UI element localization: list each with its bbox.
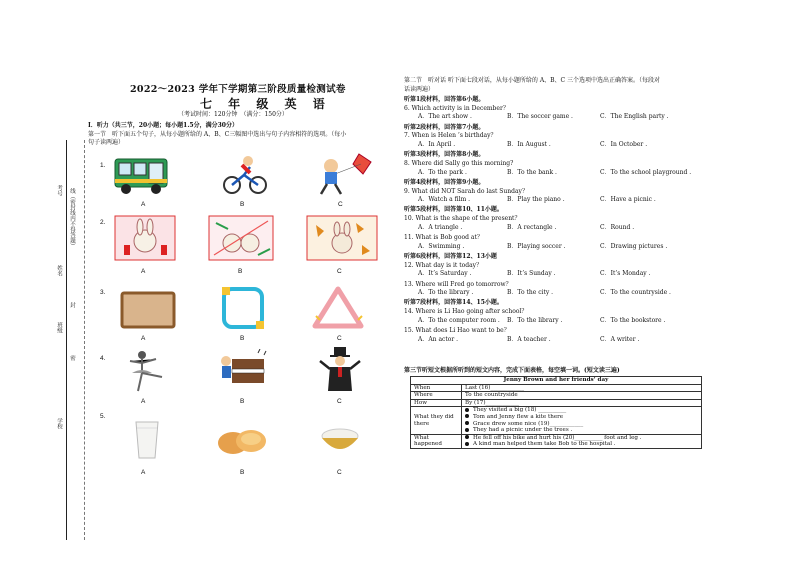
name-label: 姓名 bbox=[56, 265, 62, 276]
option-a: A．In April . bbox=[418, 141, 456, 148]
seal-line bbox=[84, 140, 85, 540]
option-label: B bbox=[240, 335, 245, 342]
option-label: C bbox=[337, 469, 342, 476]
question-text: 13. Where will Fred go tomorrow？ bbox=[404, 280, 512, 288]
listening-cue: 听第3段材料，回答第8小题。 bbox=[404, 151, 485, 159]
subject-title: 七 年 级 英 语 bbox=[200, 97, 331, 111]
list-item: They had a picnic under the trees . bbox=[473, 427, 573, 434]
piano-player-image bbox=[218, 349, 268, 389]
option-label: C bbox=[337, 268, 342, 275]
row-label: Where bbox=[411, 392, 462, 400]
bullet-icon bbox=[465, 442, 469, 446]
option-label: A bbox=[141, 201, 146, 208]
question-number: 2. bbox=[100, 219, 106, 226]
option-c: C．To the school playground . bbox=[600, 168, 692, 176]
question-text: 8. Where did Sally go this morning? bbox=[404, 159, 514, 167]
list-item: He fell off his bike and hurt his (20)__________ foot and leg . bbox=[473, 434, 642, 441]
option-a: A．To the library . bbox=[418, 289, 474, 297]
triangle-frame-image bbox=[312, 286, 364, 330]
option-a: A．A triangle . bbox=[418, 223, 463, 231]
question-text: 7. When is Helen ’s birthday？ bbox=[404, 132, 497, 140]
section1-instructions-2: 句子读两遍） bbox=[88, 139, 125, 146]
school-label: 学校 bbox=[56, 418, 62, 429]
bullet-icon bbox=[465, 414, 469, 418]
option-label: A bbox=[141, 469, 146, 476]
listening-cue: 听第5段材料，回答第10、11小题。 bbox=[404, 206, 503, 214]
feng-label: 封 bbox=[69, 302, 75, 308]
option-c: C．To the countryside . bbox=[600, 289, 671, 297]
table-row bbox=[411, 392, 702, 400]
option-a: A．The art show . bbox=[418, 113, 472, 121]
table-row bbox=[411, 407, 702, 434]
option-b: B．To the city . bbox=[507, 289, 554, 297]
row-value: Last (16)____________ bbox=[462, 384, 702, 392]
option-label: C bbox=[338, 201, 343, 208]
bus-image bbox=[114, 157, 170, 195]
question-text: 10. What is the shape of the present？ bbox=[404, 215, 521, 223]
row-label: What happened bbox=[411, 434, 462, 448]
question-number: 3. bbox=[100, 289, 106, 296]
square-frame-image bbox=[221, 286, 265, 330]
question-text: 15. What does Li Hao want to be？ bbox=[404, 327, 510, 334]
row-value: By (17)____________ bbox=[462, 399, 702, 407]
option-b: B．Play the piano . bbox=[507, 196, 565, 204]
mi-label: 密 bbox=[69, 355, 75, 361]
calendar-autumn-image bbox=[306, 215, 378, 261]
listening-cue: 听第1段材料，回答第6小题。 bbox=[404, 96, 485, 103]
option-label: A bbox=[141, 268, 146, 275]
option-a: A．To the park . bbox=[418, 168, 467, 176]
binding-line bbox=[66, 140, 67, 540]
question-number: 4. bbox=[100, 355, 106, 362]
section1-instructions: 第一节 听下面五个句子，从每小题所给的 A、B、C三幅图中选出与句子内容相符的选项。（每小 bbox=[88, 131, 347, 138]
option-c: C．The English party . bbox=[600, 113, 669, 121]
option-c: C．Drawing pictures . bbox=[600, 242, 668, 250]
list-item: They visited a big (18) __________ bbox=[473, 407, 567, 414]
option-label: C bbox=[337, 335, 342, 342]
option-c: C．To the bookstore . bbox=[600, 316, 666, 324]
option-c: C．It’s Monday . bbox=[600, 270, 651, 278]
listening-cue: 听第2段材料，回答第7小题。 bbox=[404, 123, 485, 131]
table-title: Jenny Brown and her friends’ day bbox=[411, 377, 702, 385]
question-text: 11. What is Bob good at？ bbox=[404, 234, 483, 241]
section2-instructions-2: 话读两遍） bbox=[404, 86, 435, 93]
question-number: 1. bbox=[100, 162, 106, 169]
option-label: C bbox=[337, 398, 342, 405]
option-c: C．A writer . bbox=[600, 335, 640, 343]
table-row bbox=[411, 399, 702, 407]
bullet-icon bbox=[465, 421, 469, 425]
option-b: B．The soccer game . bbox=[507, 113, 573, 121]
listening-cue: 听第4段材料，回答第9小题。 bbox=[404, 178, 485, 186]
question-text: 6. Which activity is in December？ bbox=[404, 104, 509, 112]
seal-text: 线（密封线内不得答题） bbox=[69, 188, 75, 249]
question-text: 14. Where is Li Hao going after school？ bbox=[404, 308, 528, 316]
option-label: A bbox=[141, 398, 146, 405]
question-text: 9. What did NOT Sarah do last Sunday？ bbox=[404, 187, 528, 195]
row-label: When bbox=[411, 384, 462, 392]
option-a: A．It’s Saturday . bbox=[418, 270, 472, 278]
exam-info: （考试时间：120分钟 （满分：150分） bbox=[178, 111, 288, 118]
option-a: A．An actor . bbox=[418, 335, 459, 343]
option-b: B．In August . bbox=[507, 141, 551, 148]
option-b: B．A rectangle . bbox=[507, 223, 557, 231]
row-label: How bbox=[411, 399, 462, 407]
option-label: B bbox=[238, 268, 243, 275]
exam-title: 2022～2023 学年下学期第三阶段质量检测试卷 bbox=[130, 84, 346, 95]
bowl-of-rice-image bbox=[318, 424, 362, 458]
option-c: C．Have a picnic . bbox=[600, 196, 656, 204]
listening-heading: I．听力（共三节，20小题；每小题1.5分，满分30分） bbox=[88, 122, 238, 129]
option-a: A．To the computer room . bbox=[418, 316, 500, 324]
notes-table bbox=[410, 376, 702, 449]
bread-image bbox=[215, 425, 269, 457]
option-b: B．It’s Sunday . bbox=[507, 270, 556, 278]
question-number: 5. bbox=[100, 413, 106, 420]
glass-of-milk-image bbox=[133, 420, 161, 460]
option-b: B．Playing soccer . bbox=[507, 242, 566, 250]
ballet-dancer-image bbox=[122, 349, 168, 393]
option-b: B．A teacher . bbox=[507, 335, 551, 343]
list-item: Tom and Jenny flew a kite there bbox=[473, 413, 564, 420]
number-label: 考号 bbox=[56, 185, 62, 196]
option-a: A．Swimming . bbox=[418, 242, 465, 250]
rectangle-frame-image bbox=[119, 290, 177, 330]
row-value: To the countryside bbox=[462, 392, 702, 400]
boy-with-kite-image bbox=[315, 152, 375, 196]
boy-cycling-image bbox=[220, 155, 270, 195]
option-b: B．To the library . bbox=[507, 316, 563, 324]
class-label: 班级 bbox=[56, 322, 62, 333]
row-label: What they did there bbox=[411, 407, 462, 434]
bullet-icon bbox=[465, 428, 469, 432]
calendar-rabbit-image bbox=[114, 215, 176, 261]
option-label: A bbox=[141, 335, 146, 342]
listening-cue: 听第7段材料，回答第14、15小题。 bbox=[404, 299, 503, 307]
option-c: C．In October . bbox=[600, 141, 648, 148]
bullet-icon bbox=[465, 408, 469, 412]
option-label: B bbox=[240, 398, 245, 405]
section2-instructions: 第二节 听对话 听下面七段对话，从每小题所给的 A、B、C 三个选项中选出正确答案。（每段对 bbox=[404, 77, 661, 84]
listening-cue: 听第6段材料，回答第12、13小题 bbox=[404, 252, 497, 260]
section3-heading: 第三节听短文根据所听到的短文内容，完成下面表格，每空填一词。(短文读三遍) bbox=[404, 367, 620, 374]
list-item: A kind man helped them take Bob to the hospital . bbox=[473, 441, 616, 448]
option-label: B bbox=[240, 201, 245, 208]
option-label: B bbox=[240, 469, 245, 476]
option-b: B．To the bank . bbox=[507, 168, 557, 176]
calendar-rabbits-image bbox=[208, 215, 274, 261]
list-item: Grace drew some nice (19)____________ bbox=[473, 420, 584, 427]
option-c: C．Round . bbox=[600, 223, 635, 231]
table-row bbox=[411, 384, 702, 392]
bullet-icon bbox=[465, 435, 469, 439]
question-text: 12. What day is it today？ bbox=[404, 261, 483, 269]
magician-image bbox=[318, 347, 362, 393]
option-a: A．Watch a film . bbox=[418, 196, 471, 204]
table-row bbox=[411, 434, 702, 448]
